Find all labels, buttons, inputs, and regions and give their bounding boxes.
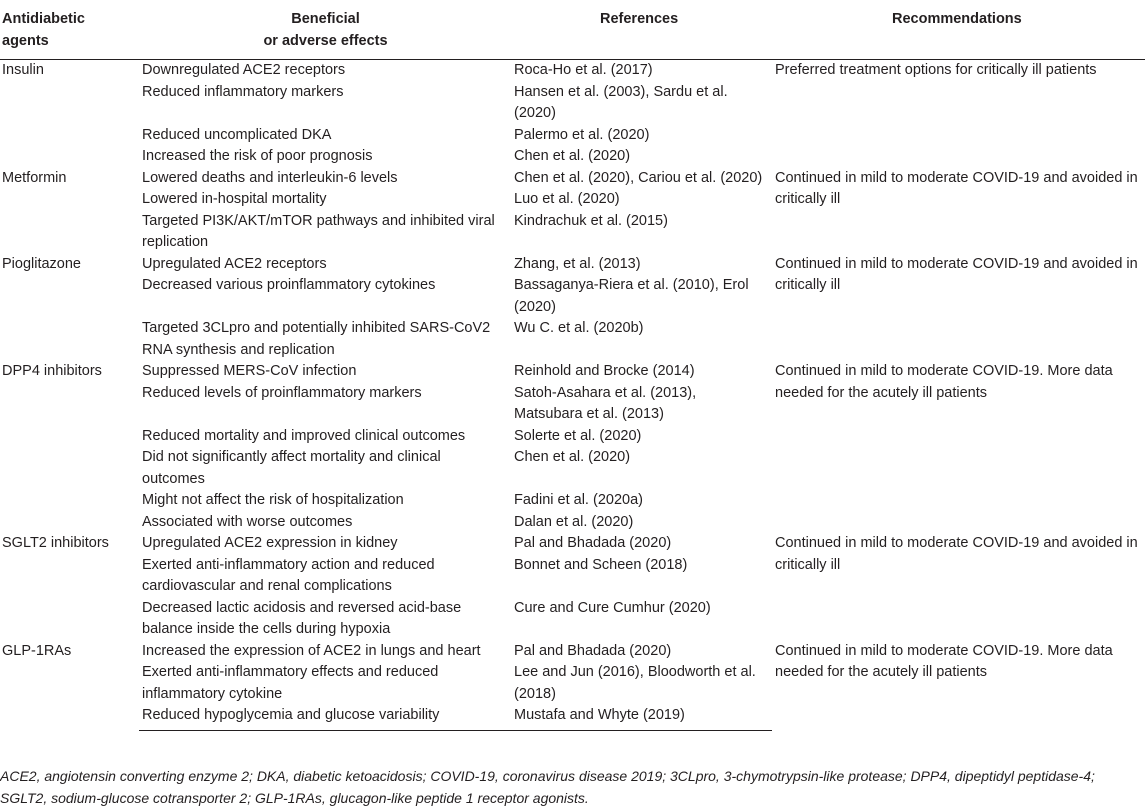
table-row	[0, 254, 1145, 276]
effect-cell: Decreased lactic acidosis and reversed acid-base balance inside the cells during hypoxia	[142, 599, 462, 637]
effect-cell: Increased the risk of poor prognosis	[142, 148, 373, 164]
header-agents	[0, 2, 139, 60]
recommendation-cell: Continued in mild to moderate COVID-19. More data needed for the acutely ill patients	[775, 363, 1113, 401]
agent-cell: Pioglitazone	[2, 255, 81, 272]
effect-cell: Targeted PI3K/AKT/mTOR pathways and inhibited viral replication	[142, 212, 495, 250]
recommendation-cell: Continued in mild to moderate COVID-19. More data needed for the acutely ill patients	[775, 642, 1113, 680]
reference-cell: Luo et al. (2020)	[514, 191, 620, 207]
effect-cell: Reduced uncomplicated DKA	[142, 126, 332, 143]
effect-cell: Decreased various proinflammatory cytokines	[142, 277, 436, 293]
reference-cell: Pal and Bhadada (2020)	[514, 642, 672, 659]
header-agents-text: Antidiabetic agents	[2, 11, 85, 49]
recommendation-cell: Continued in mild to moderate COVID-19 and avoided in critically ill	[775, 535, 1138, 573]
table-row	[0, 168, 1145, 190]
table-header	[0, 2, 1145, 60]
effect-cell: Downregulated ACE2 receptors	[142, 62, 346, 78]
reference-cell: Satoh-Asahara et al. (2013), Matsubara et al. (2013)	[514, 384, 697, 422]
recommendation-cell: Continued in mild to moderate COVID-19 and avoided in critically ill	[775, 169, 1138, 207]
header-references-text: References	[600, 11, 679, 27]
reference-cell: Dalan et al. (2020)	[514, 513, 634, 530]
table-row	[0, 641, 1145, 663]
effect-cell: Suppressed MERS-CoV infection	[142, 363, 357, 379]
reference-cell: Kindrachuk et al. (2015)	[514, 212, 668, 229]
effect-cell: Increased the expression of ACE2 in lungs and heart	[142, 642, 481, 659]
antidiabetic-agents-table	[0, 2, 1145, 731]
table-row	[0, 533, 1145, 555]
recommendation-cell: Preferred treatment options for critically ill patients	[775, 62, 1097, 78]
header-row	[0, 2, 1145, 60]
agent-cell: Insulin	[2, 62, 44, 78]
reference-cell: Bonnet and Scheen (2018)	[514, 556, 688, 573]
reference-cell: Chen et al. (2020), Cariou et al. (2020)	[514, 169, 763, 186]
header-effects	[139, 2, 512, 60]
reference-cell: Zhang, et al. (2013)	[514, 255, 641, 272]
effect-cell: Targeted 3CLpro and potentially inhibited SARS-CoV2 RNA synthesis and replication	[142, 320, 491, 358]
effect-cell: Associated with worse outcomes	[142, 513, 353, 530]
header-references	[512, 2, 772, 60]
reference-cell: Bassaganya-Riera et al. (2010), Erol (2020)	[514, 277, 749, 315]
reference-cell: Chen et al. (2020)	[514, 449, 631, 465]
reference-cell: Wu C. et al. (2020b)	[514, 320, 644, 336]
table-body	[0, 60, 1145, 731]
reference-cell: Lee and Jun (2016), Bloodworth et al. (2018)	[514, 664, 756, 702]
reference-cell: Pal and Bhadada (2020)	[514, 535, 672, 551]
agent-cell: SGLT2 inhibitors	[2, 535, 109, 551]
agent-cell: Metformin	[2, 169, 67, 186]
effect-cell: Might not affect the risk of hospitalization	[142, 492, 404, 508]
effect-cell: Upregulated ACE2 receptors	[142, 255, 327, 272]
reference-cell: Chen et al. (2020)	[514, 148, 631, 164]
effect-cell: Lowered in-hospital mortality	[142, 191, 327, 207]
effect-cell: Exerted anti-inflammatory action and reduced cardiovascular and renal complications	[142, 556, 435, 594]
effect-cell: Lowered deaths and interleukin-6 levels	[142, 169, 398, 186]
table-footnote: ACE2, angiotensin converting enzyme 2; DKA, diabetic ketoacidosis; COVID-19, coronavirus disease 2019; 3CLpro, 3-chymotrypsin-like protease; DPP4, dipeptidyl peptidase-4; SGLT2, sodium-glucose cotransporter 2; GLP-1RAs, glucagon-like peptide 1 receptor agonists.	[0, 768, 1095, 806]
reference-cell: Hansen et al. (2003), Sardu et al. (2020)	[514, 83, 728, 121]
effect-cell: Did not significantly affect mortality and clinical outcomes	[142, 449, 441, 487]
header-recommendations-text: Recommendations	[892, 11, 1022, 27]
effect-cell: Reduced inflammatory markers	[142, 83, 344, 100]
table-row	[0, 361, 1145, 383]
agent-cell: DPP4 inhibitors	[2, 363, 102, 379]
effect-cell: Exerted anti-inflammatory effects and reduced inflammatory cytokine	[142, 664, 439, 702]
agent-cell: GLP-1RAs	[2, 642, 72, 659]
effect-cell: Reduced hypoglycemia and glucose variability	[139, 705, 512, 730]
reference-cell: Mustafa and Whyte (2019)	[512, 705, 772, 730]
reference-cell: Cure and Cure Cumhur (2020)	[514, 599, 711, 616]
effect-cell: Reduced mortality and improved clinical outcomes	[142, 427, 466, 444]
effect-cell: Reduced levels of proinflammatory markers	[142, 384, 422, 401]
reference-cell: Roca-Ho et al. (2017)	[514, 62, 653, 78]
reference-cell: Palermo et al. (2020)	[514, 126, 650, 143]
effect-cell: Upregulated ACE2 expression in kidney	[142, 535, 398, 551]
table-row	[0, 60, 1145, 82]
recommendation-cell: Continued in mild to moderate COVID-19 and avoided in critically ill	[775, 255, 1138, 293]
reference-cell: Fadini et al. (2020a)	[514, 492, 643, 508]
header-effects-text: Beneficial or adverse effects	[263, 11, 388, 49]
reference-cell: Reinhold and Brocke (2014)	[514, 363, 695, 379]
header-recommendations	[772, 2, 1145, 60]
reference-cell: Solerte et al. (2020)	[514, 427, 642, 444]
